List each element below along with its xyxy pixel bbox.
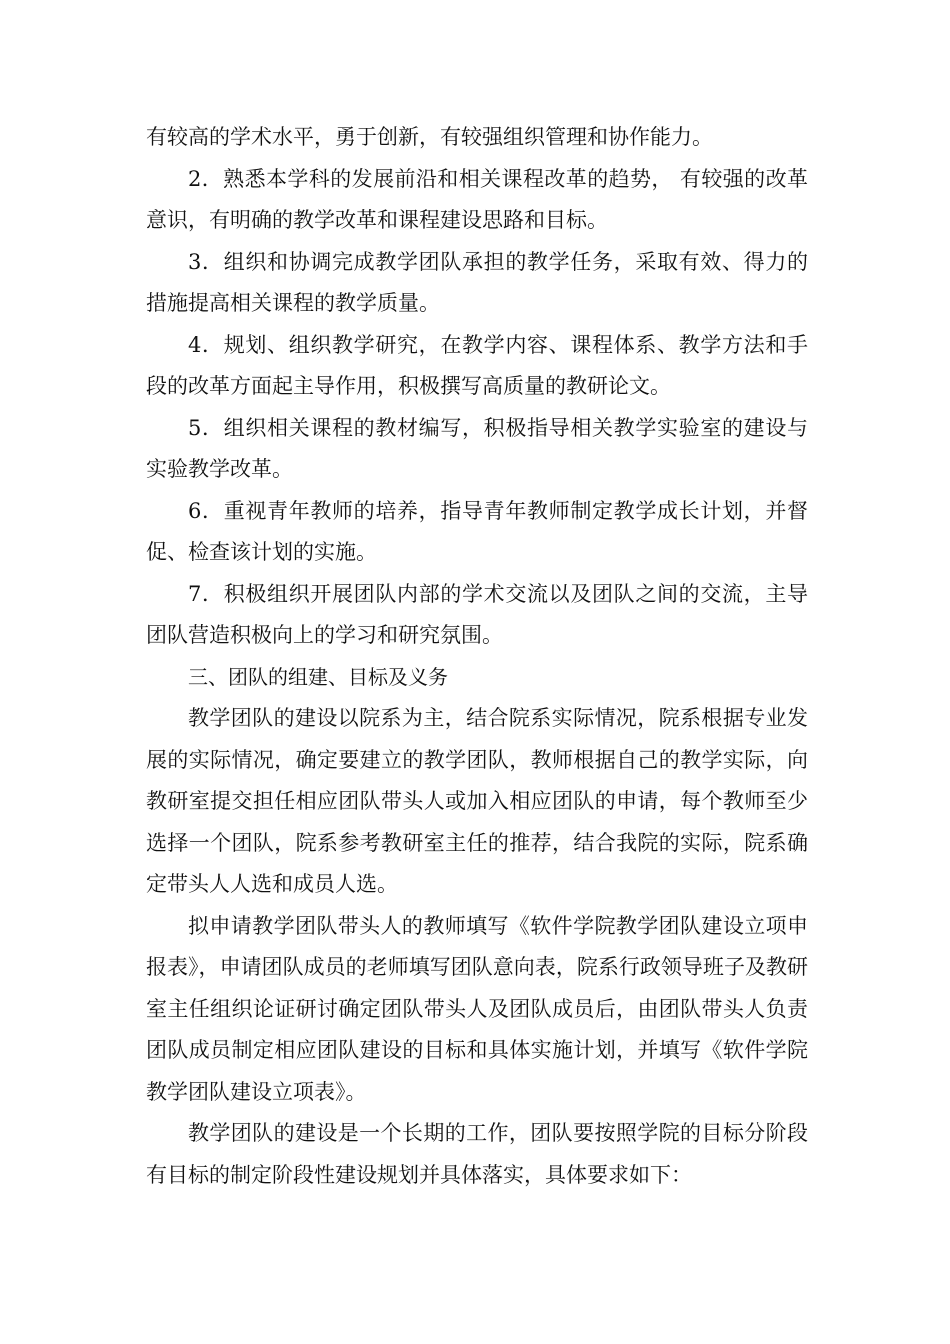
- paragraph-continuation: 有较高的学术水平，勇于创新，有较强组织管理和协作能力。: [146, 125, 713, 149]
- list-item-4: 4．规划、组织教学研究，在教学内容、课程体系、教学方法和手段的改革方面起主导作用，积极撰写高质量的教研论文。: [146, 332, 808, 398]
- body-paragraph: 拟申请教学团队带头人的教师填写《软件学院教学团队建设立项申报表》，申请团队成员的老师填写团队意向表，院系行政领导班子及教研室主任组织论证研讨确定团队带头人及团队成员后，由团队带头人负责团队成员制定相应团队建设的目标和具体实施计划，并填写《软件学院教学团队建设立项表》。: [146, 913, 808, 1104]
- list-item-2: 2．熟悉本学科的发展前沿和相关课程改革的趋势， 有较强的改革意识，有明确的教学改革和课程建设思路和目标。: [146, 166, 808, 232]
- list-item-6: 6．重视青年教师的培养，指导青年教师制定教学成长计划，并督促、检查该计划的实施。: [146, 498, 808, 564]
- list-item-7: 7．积极组织开展团队内部的学术交流以及团队之间的交流，主导团队营造积极向上的学习和研究氛围。: [146, 581, 808, 647]
- document-body: [146, 117, 808, 1196]
- body-paragraph: 教学团队的建设以院系为主，结合院系实际情况，院系根据专业发展的实际情况，确定要建立的教学团队，教师根据自己的教学实际，向教研室提交担任相应团队带头人或加入相应团队的申请，每个教师至少选择一个团队，院系参考教研室主任的推荐，结合我院的实际，院系确定带头人人选和成员人选。: [146, 706, 808, 896]
- list-item-5: 5．组织相关课程的教材编写，积极指导相关教学实验室的建设与实验教学改革。: [146, 415, 808, 481]
- section-heading: 三、团队的组建、目标及义务: [188, 664, 448, 689]
- body-paragraph: 教学团队的建设是一个长期的工作，团队要按照学院的目标分阶段有目标的制定阶段性建设规划并具体落实，具体要求如下：: [146, 1121, 808, 1187]
- list-item-3: 3．组织和协调完成教学团队承担的教学任务，采取有效、得力的措施提高相关课程的教学质量。: [146, 249, 808, 315]
